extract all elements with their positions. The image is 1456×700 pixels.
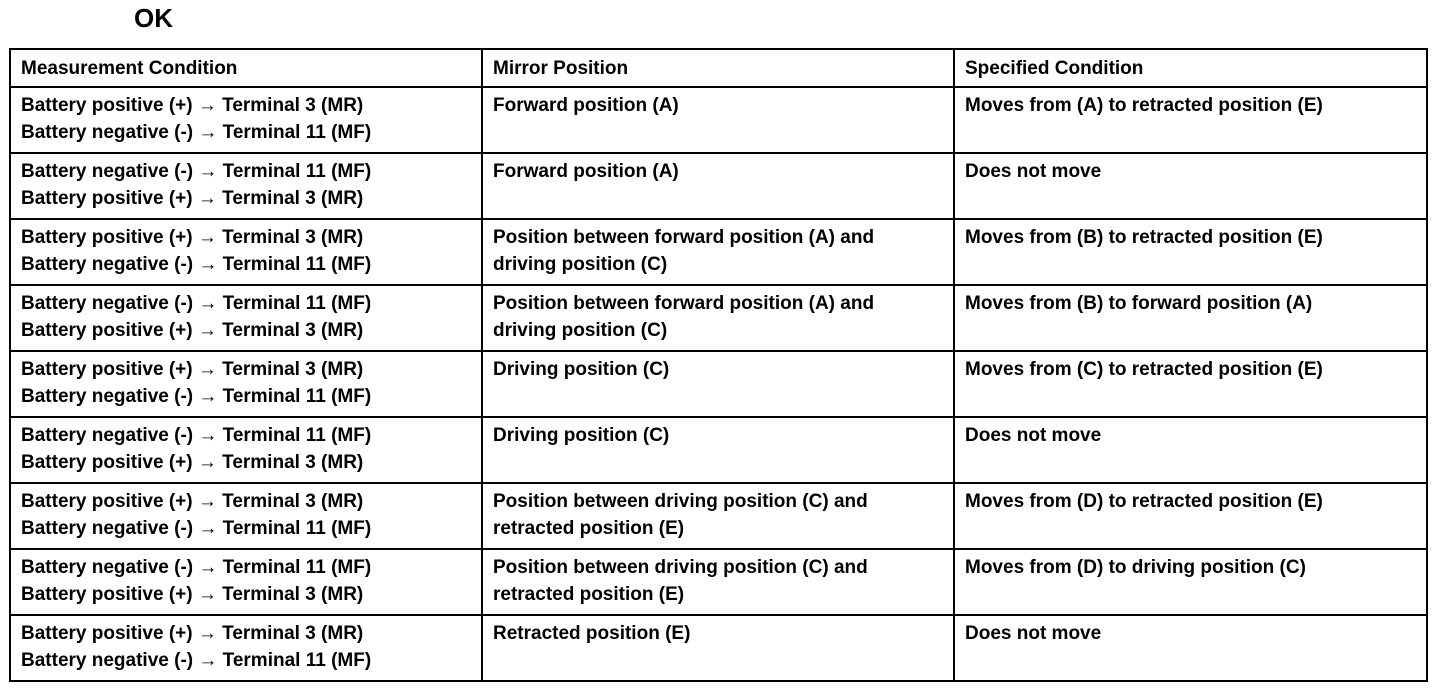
specified-condition-cell: Moves from (B) to forward position (A)	[954, 285, 1427, 351]
mirror-position-cell	[482, 219, 954, 285]
position-line: Forward position (A)	[493, 161, 679, 182]
condition-line: Battery negative (-) → Terminal 11 (MF)	[21, 254, 372, 275]
header-specified-condition: Specified Condition	[954, 49, 1427, 87]
table-row	[10, 483, 1427, 549]
position-line: Position between driving position (C) and	[493, 557, 868, 578]
position-line: Position between forward position (A) and	[493, 293, 875, 314]
measurement-condition-cell	[10, 219, 482, 285]
mirror-position-cell	[482, 483, 954, 549]
specified-condition-cell: Moves from (D) to retracted position (E)	[954, 483, 1427, 549]
table-row	[10, 549, 1427, 615]
position-line: Forward position (A)	[493, 95, 679, 116]
measurement-condition-cell	[10, 87, 482, 153]
position-line: driving position (C)	[493, 254, 668, 275]
measurement-condition-cell	[10, 153, 482, 219]
specified-condition-cell: Moves from (A) to retracted position (E)	[954, 87, 1427, 153]
table-row	[10, 417, 1427, 483]
measurement-condition-cell	[10, 615, 482, 681]
position-line: retracted position (E)	[493, 518, 685, 539]
inspection-table	[9, 48, 1428, 682]
mirror-position-cell	[482, 87, 954, 153]
mirror-position-cell	[482, 615, 954, 681]
position-line: Position between forward position (A) and	[493, 227, 875, 248]
table-row	[10, 87, 1427, 153]
mirror-position-cell	[482, 285, 954, 351]
condition-line: Battery negative (-) → Terminal 11 (MF)	[21, 557, 372, 578]
table-row	[10, 153, 1427, 219]
table-row	[10, 285, 1427, 351]
specified-condition-cell: Moves from (B) to retracted position (E)	[954, 219, 1427, 285]
condition-line: Battery positive (+) → Terminal 3 (MR)	[21, 95, 364, 116]
condition-line: Battery positive (+) → Terminal 3 (MR)	[21, 623, 364, 644]
condition-line: Battery negative (-) → Terminal 11 (MF)	[21, 386, 372, 407]
measurement-condition-cell	[10, 351, 482, 417]
table-header-row	[10, 49, 1427, 87]
position-line: Retracted position (E)	[493, 623, 691, 644]
mirror-position-cell	[482, 351, 954, 417]
condition-line: Battery negative (-) → Terminal 11 (MF)	[21, 122, 372, 143]
mirror-position-cell	[482, 549, 954, 615]
mirror-position-cell	[482, 417, 954, 483]
specified-condition-cell: Moves from (D) to driving position (C)	[954, 549, 1427, 615]
result-heading: OK	[134, 3, 173, 33]
header-measurement-condition: Measurement Condition	[10, 49, 482, 87]
condition-line: Battery positive (+) → Terminal 3 (MR)	[21, 452, 364, 473]
header-mirror-position: Mirror Position	[482, 49, 954, 87]
specified-condition-cell: Does not move	[954, 417, 1427, 483]
condition-line: Battery positive (+) → Terminal 3 (MR)	[21, 359, 364, 380]
condition-line: Battery negative (-) → Terminal 11 (MF)	[21, 650, 372, 671]
condition-line: Battery positive (+) → Terminal 3 (MR)	[21, 227, 364, 248]
condition-line: Battery positive (+) → Terminal 3 (MR)	[21, 188, 364, 209]
condition-line: Battery positive (+) → Terminal 3 (MR)	[21, 320, 364, 341]
table-body	[10, 87, 1427, 681]
table-row	[10, 219, 1427, 285]
specified-condition-cell: Moves from (C) to retracted position (E)	[954, 351, 1427, 417]
condition-line: Battery positive (+) → Terminal 3 (MR)	[21, 584, 364, 605]
position-line: Position between driving position (C) and	[493, 491, 868, 512]
condition-line: Battery negative (-) → Terminal 11 (MF)	[21, 161, 372, 182]
condition-line: Battery negative (-) → Terminal 11 (MF)	[21, 425, 372, 446]
condition-line: Battery negative (-) → Terminal 11 (MF)	[21, 518, 372, 539]
position-line: retracted position (E)	[493, 584, 685, 605]
measurement-condition-cell	[10, 483, 482, 549]
table-row	[10, 351, 1427, 417]
position-line: Driving position (C)	[493, 425, 670, 446]
specified-condition-cell: Does not move	[954, 615, 1427, 681]
condition-line: Battery negative (-) → Terminal 11 (MF)	[21, 293, 372, 314]
position-line: driving position (C)	[493, 320, 668, 341]
measurement-condition-cell	[10, 285, 482, 351]
measurement-condition-cell	[10, 417, 482, 483]
condition-line: Battery positive (+) → Terminal 3 (MR)	[21, 491, 364, 512]
mirror-position-cell	[482, 153, 954, 219]
position-line: Driving position (C)	[493, 359, 670, 380]
table-row	[10, 615, 1427, 681]
specified-condition-cell: Does not move	[954, 153, 1427, 219]
measurement-condition-cell	[10, 549, 482, 615]
